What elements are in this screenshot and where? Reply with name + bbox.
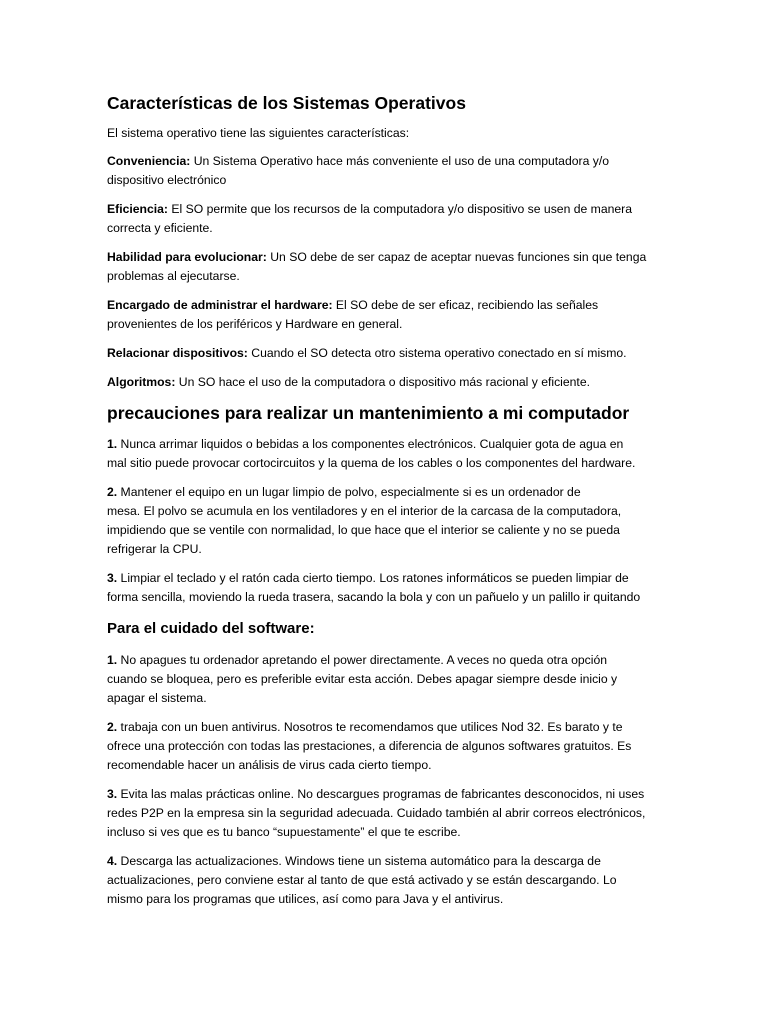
- maintenance-heading: precauciones para realizar un mantenimiento a mi computador: [107, 403, 630, 423]
- item-text: mismo para los programas que utilices, así como para Java y el antivirus.: [107, 892, 504, 906]
- features-list: [107, 152, 667, 392]
- item-text: No apagues tu ordenador apretando el power directamente. A veces no queda otra opción: [117, 653, 608, 667]
- software-item: [107, 785, 667, 842]
- item-text: apagar el sistema.: [107, 691, 207, 705]
- feature-term: Eficiencia:: [107, 202, 168, 216]
- item-text: ofrece una protección con todas las prestaciones, a diferencia de algunos softwares gratuitos. Es: [107, 739, 632, 753]
- feature-text: correcta y eficiente.: [107, 221, 213, 235]
- feature-paragraph: [107, 296, 667, 334]
- feature-text: problemas al ejecutarse.: [107, 269, 240, 283]
- item-number: 3.: [107, 787, 118, 801]
- feature-term: Conveniencia:: [107, 154, 191, 168]
- software-list: [107, 651, 667, 909]
- maintenance-list: [107, 435, 667, 607]
- software-item: [107, 651, 667, 708]
- item-text: Mantener el equipo en un lugar limpio de polvo, especialmente si es un ordenador de: [117, 485, 581, 499]
- item-number: 2.: [107, 720, 118, 734]
- feature-text: provenientes de los periféricos y Hardware en general.: [107, 317, 403, 331]
- feature-term: Encargado de administrar el hardware:: [107, 298, 333, 312]
- feature-text: Un Sistema Operativo hace más conveniente el uso de una computadora y/o: [190, 154, 609, 168]
- item-text: mesa. El polvo se acumula en los ventiladores y en el interior de la carcasa de la computadora,: [107, 504, 622, 518]
- item-text: refrigerar la CPU.: [107, 542, 202, 556]
- item-text: mal sitio puede provocar cortocircuitos y la quema de los cables o los componentes del hardware.: [107, 456, 636, 470]
- item-text: Evita las malas prácticas online. No descargues programas de fabricantes desconocidos, ni uses: [117, 787, 645, 801]
- feature-text: Cuando el SO detecta otro sistema operativo conectado en sí mismo.: [247, 346, 627, 360]
- feature-term: Habilidad para evolucionar:: [107, 250, 267, 264]
- item-text: Descarga las actualizaciones. Windows tiene un sistema automático para la descarga de: [117, 854, 601, 868]
- document-title: Características de los Sistemas Operativos: [107, 93, 466, 113]
- maintenance-item: [107, 483, 667, 559]
- item-number: 3.: [107, 571, 118, 585]
- software-item: [107, 852, 667, 909]
- item-text: Nunca arrimar liquidos o bebidas a los componentes electrónicos. Cualquier gota de agua en: [117, 437, 624, 451]
- item-text: Limpiar el teclado y el ratón cada cierto tiempo. Los ratones informáticos se pueden limpiar de: [117, 571, 629, 585]
- feature-text: Un SO debe de ser capaz de aceptar nuevas funciones sin que tenga: [266, 250, 647, 264]
- item-text: incluso si ves que es tu banco “supuestamente” el que te escribe.: [107, 825, 461, 839]
- maintenance-item: [107, 435, 667, 473]
- feature-text: Un SO hace el uso de la computadora o dispositivo más racional y eficiente.: [175, 375, 590, 389]
- feature-text: El SO debe de ser eficaz, recibiendo las señales: [332, 298, 599, 312]
- item-text: redes P2P en la empresa sin la seguridad adecuada. Cuidado también al abrir correos electrónicos,: [107, 806, 646, 820]
- feature-text: dispositivo electrónico: [107, 173, 227, 187]
- feature-text: El SO permite que los recursos de la computadora y/o dispositivo se usen de manera: [167, 202, 633, 216]
- feature-term: Algoritmos:: [107, 375, 176, 389]
- item-number: 1.: [107, 437, 118, 451]
- item-text: cuando se bloquea, pero es preferible evitar esta acción. Debes apagar siempre desde inicio y: [107, 672, 618, 686]
- item-text: actualizaciones, pero conviene estar al tanto de que está activado y se están descargando. Lo: [107, 873, 617, 887]
- feature-paragraph: [107, 344, 667, 363]
- item-text: forma sencilla, moviendo la rueda trasera, sacando la bola y con un pañuelo y un palillo ir quitando: [107, 590, 641, 604]
- item-text: recomendable hacer un análisis de virus cada cierto tiempo.: [107, 758, 432, 772]
- item-number: 1.: [107, 653, 118, 667]
- feature-paragraph: [107, 248, 667, 286]
- software-heading: Para el cuidado del software:: [107, 620, 315, 637]
- feature-paragraph: [107, 200, 667, 238]
- item-text: trabaja con un buen antivirus. Nosotros te recomendamos que utilices Nod 32. Es barato y te: [117, 720, 623, 734]
- feature-paragraph: [107, 152, 667, 190]
- item-number: 4.: [107, 854, 118, 868]
- item-text: impidiendo que se ventile con normalidad, lo que hace que el interior se caliente y no se pueda: [107, 523, 620, 537]
- feature-term: Relacionar dispositivos:: [107, 346, 248, 360]
- item-number: 2.: [107, 485, 118, 499]
- intro-text: El sistema operativo tiene las siguientes características:: [107, 126, 410, 140]
- maintenance-item: [107, 569, 667, 607]
- software-item: [107, 718, 667, 775]
- feature-paragraph: [107, 373, 667, 392]
- document-page: [107, 92, 667, 919]
